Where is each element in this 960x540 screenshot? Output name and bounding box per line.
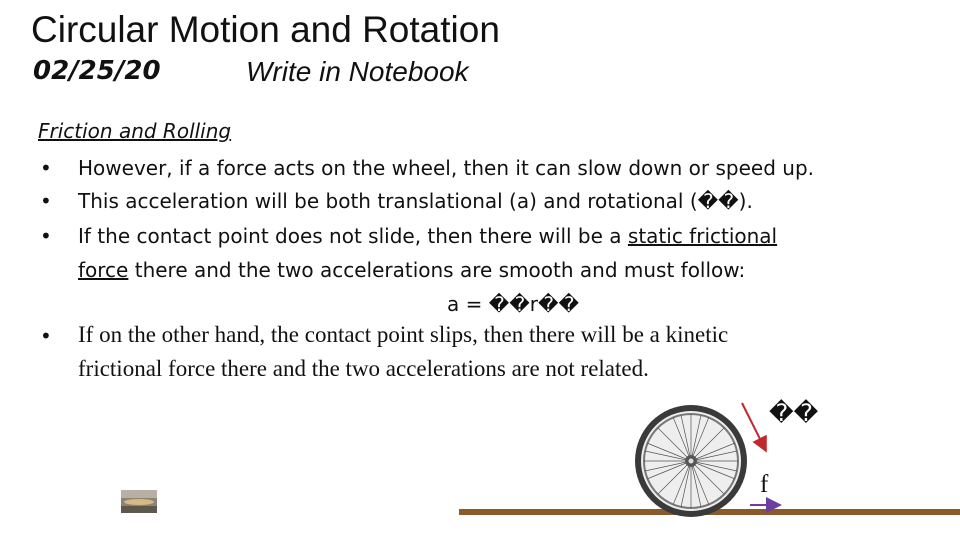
bullet-marker: • <box>40 224 52 248</box>
force-term: force <box>78 258 129 282</box>
angular-acceleration-arrow <box>742 403 765 449</box>
bullet-text-continued <box>78 258 745 282</box>
section-heading: Friction and Rolling <box>38 119 232 143</box>
bullet-text-part: there and the two accelerations are smooth and must follow: <box>128 258 746 282</box>
slide-subtitle: Write in Notebook <box>246 56 469 87</box>
bullet-text-continued: frictional force there and the two accelerations are not related. <box>78 356 649 381</box>
slide-date: 02/25/20 <box>33 56 161 86</box>
angular-acceleration-label: �� <box>769 399 819 427</box>
bullet-text: This acceleration will be both translational (a) and rotational (��). <box>78 189 753 213</box>
bullet-text: If on the other hand, the contact point slips, then there will be a kinetic <box>78 322 729 347</box>
bullet-text: However, if a force acts on the wheel, then it can slow down or speed up. <box>78 156 815 180</box>
friction-force-label: f <box>760 471 769 498</box>
bullet-marker: • <box>40 189 52 213</box>
static-frictional-term: static frictional <box>627 224 778 248</box>
bullet-marker: • <box>40 324 52 348</box>
slide-title: Circular Motion and Rotation <box>31 9 500 50</box>
small-image-thumbnail <box>121 490 157 513</box>
bullet-marker: • <box>40 156 52 180</box>
rolling-equation: a = ��r�� <box>447 292 579 316</box>
bullet-text <box>78 224 777 248</box>
bullet-text-part: If the contact point does not slide, then there will be a <box>78 224 628 248</box>
